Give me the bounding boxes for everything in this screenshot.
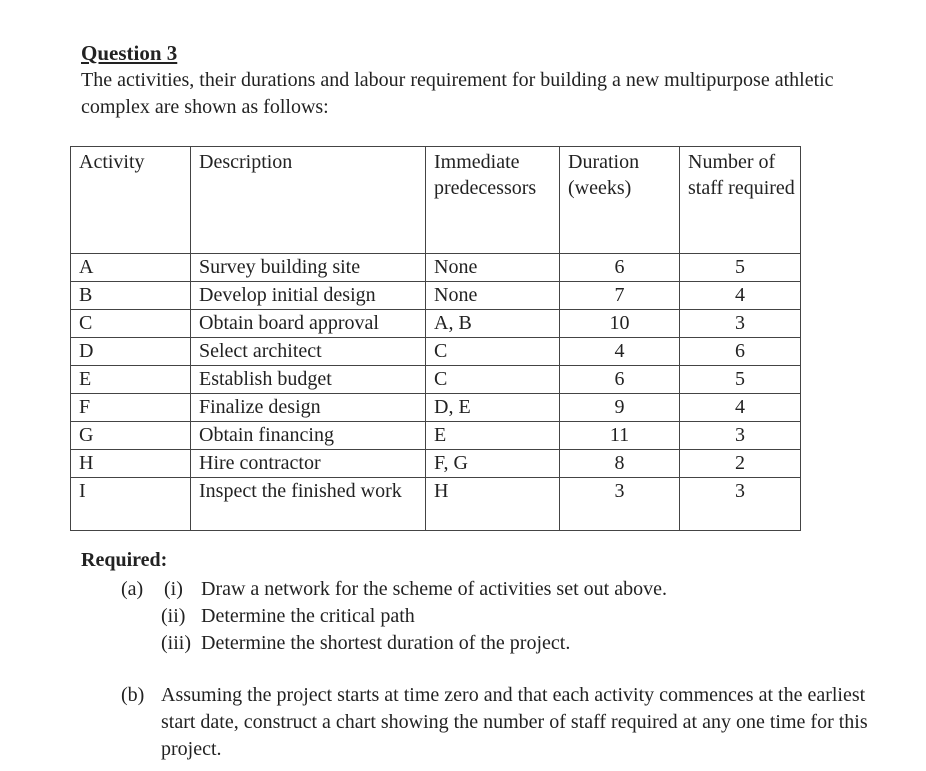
- cell-predecessors: D, E: [426, 394, 560, 422]
- question-title: Question 3: [81, 41, 178, 65]
- table-row: [71, 450, 801, 478]
- cell-predecessors: E: [426, 422, 560, 450]
- cell-activity: A: [71, 254, 191, 282]
- cell-activity: E: [71, 366, 191, 394]
- cell-description: Establish budget: [191, 366, 426, 394]
- sub-item-label: (ii): [161, 605, 186, 627]
- cell-duration: 7: [560, 282, 680, 310]
- sub-item-text: Draw a network for the scheme of activities set out above.: [201, 578, 667, 600]
- cell-description: Inspect the finished work: [191, 478, 426, 531]
- table-row: [71, 338, 801, 366]
- table-row: [71, 254, 801, 282]
- cell-description: Obtain board approval: [191, 310, 426, 338]
- cell-staff: 5: [680, 366, 801, 394]
- part-b-text: Assuming the project starts at time zero and that each activity commences at the earliest start date, construct a chart showing the number of staff required at any one time for this project.: [161, 684, 868, 760]
- cell-activity: I: [71, 478, 191, 531]
- cell-predecessors: F, G: [426, 450, 560, 478]
- cell-activity: H: [71, 450, 191, 478]
- part-b-label: (b): [121, 684, 145, 706]
- cell-duration: 4: [560, 338, 680, 366]
- cell-duration: 6: [560, 366, 680, 394]
- cell-description: Survey building site: [191, 254, 426, 282]
- cell-activity: F: [71, 394, 191, 422]
- sub-item-label: (i): [164, 578, 183, 600]
- cell-activity: B: [71, 282, 191, 310]
- table-row: [71, 394, 801, 422]
- header-activity: Activity: [71, 147, 191, 254]
- cell-duration: 3: [560, 478, 680, 531]
- cell-duration: 10: [560, 310, 680, 338]
- cell-activity: D: [71, 338, 191, 366]
- required-title: Required:: [81, 549, 168, 571]
- header-predecessors: Immediate predecessors: [426, 147, 560, 254]
- sub-item-text: Determine the shortest duration of the project.: [201, 632, 571, 654]
- table-row: [71, 422, 801, 450]
- cell-duration: 8: [560, 450, 680, 478]
- header-description: Description: [191, 147, 426, 254]
- cell-activity: G: [71, 422, 191, 450]
- header-staff: Number of staff required: [680, 147, 801, 254]
- sub-item-label: (iii): [161, 632, 191, 654]
- cell-description: Hire contractor: [191, 450, 426, 478]
- cell-staff: 3: [680, 478, 801, 531]
- table-header-row: [71, 147, 801, 254]
- cell-staff: 3: [680, 310, 801, 338]
- cell-predecessors: C: [426, 338, 560, 366]
- sub-item-text: Determine the critical path: [201, 605, 415, 627]
- cell-description: Select architect: [191, 338, 426, 366]
- cell-predecessors: None: [426, 282, 560, 310]
- cell-predecessors: None: [426, 254, 560, 282]
- table-row: [71, 282, 801, 310]
- cell-staff: 4: [680, 394, 801, 422]
- cell-description: Develop initial design: [191, 282, 426, 310]
- header-duration: Duration (weeks): [560, 147, 680, 254]
- cell-staff: 6: [680, 338, 801, 366]
- cell-staff: 5: [680, 254, 801, 282]
- cell-predecessors: A, B: [426, 310, 560, 338]
- cell-predecessors: H: [426, 478, 560, 531]
- cell-staff: 4: [680, 282, 801, 310]
- table-row: [71, 310, 801, 338]
- cell-duration: 9: [560, 394, 680, 422]
- cell-predecessors: C: [426, 366, 560, 394]
- activities-table: [70, 146, 801, 531]
- cell-description: Finalize design: [191, 394, 426, 422]
- cell-duration: 6: [560, 254, 680, 282]
- cell-duration: 11: [560, 422, 680, 450]
- question-intro: The activities, their durations and labour requirement for building a new multipurpose athletic complex are shown as follows:: [81, 69, 834, 118]
- part-a-label: (a): [121, 578, 144, 600]
- cell-staff: 3: [680, 422, 801, 450]
- cell-staff: 2: [680, 450, 801, 478]
- table-row: [71, 478, 801, 531]
- table-row: [71, 366, 801, 394]
- cell-activity: C: [71, 310, 191, 338]
- cell-description: Obtain financing: [191, 422, 426, 450]
